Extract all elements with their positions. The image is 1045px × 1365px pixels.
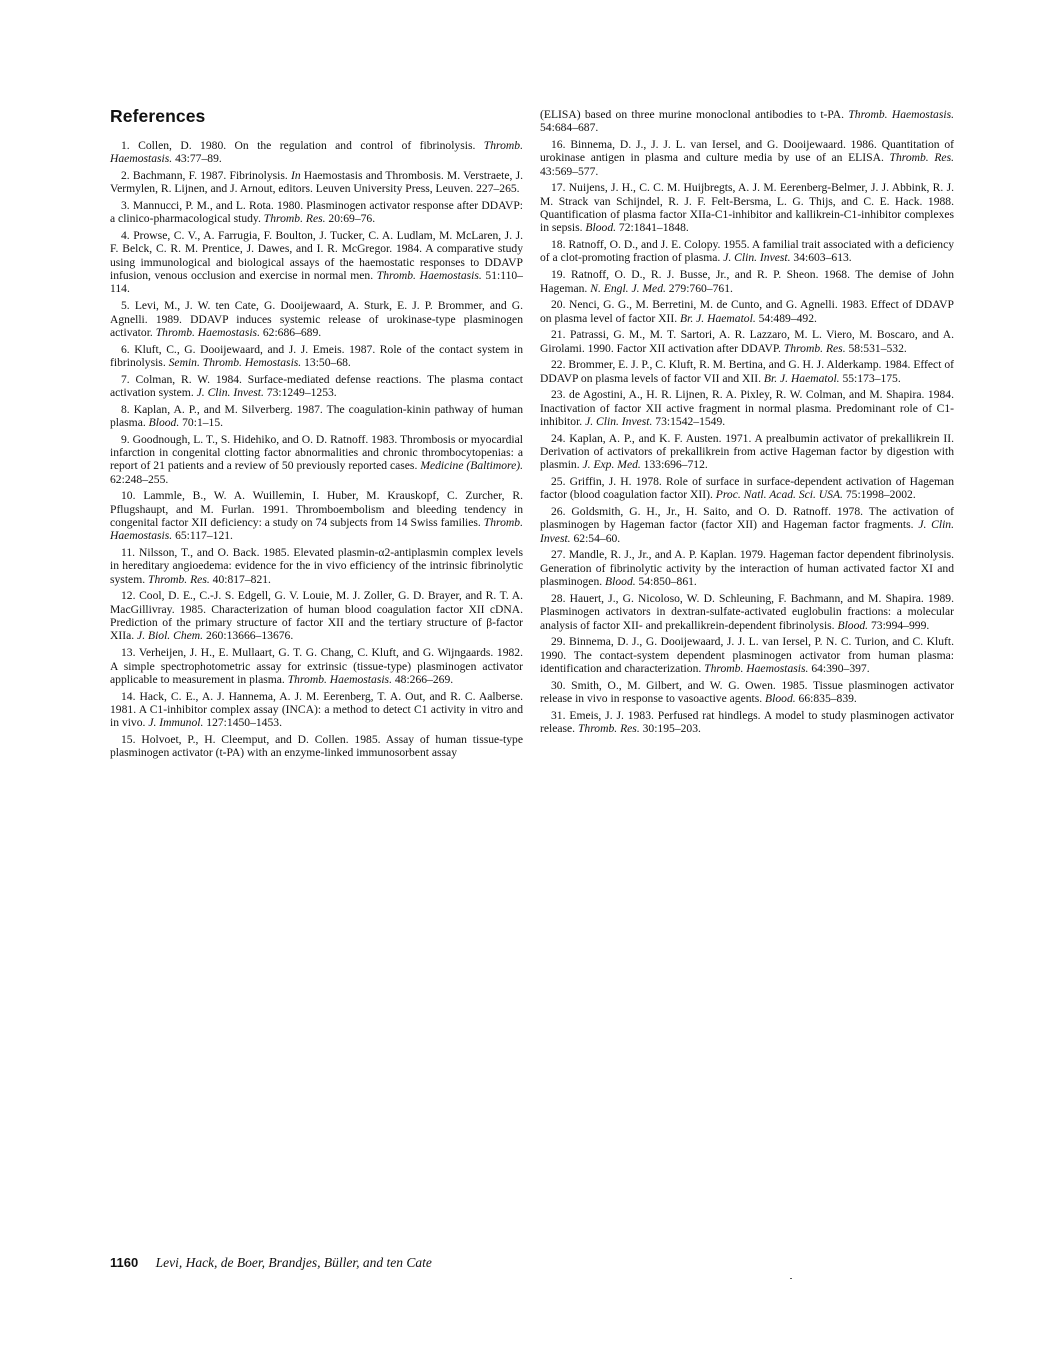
reference-item: 23. de Agostini, A., H. R. Lijnen, R. A. Pixley, R. W. Colman, and M. Shapira. 1984. Inactivation of factor XII active fragment in normal plasma. Predominant role of C1-inhibitor. J. Clin. Invest. 73:1542–1549. xyxy=(540,388,954,428)
reference-citation: 127:1450–1453. xyxy=(203,716,282,730)
reference-number: 11 xyxy=(121,546,133,560)
reference-citation: 54:850–861. xyxy=(635,575,697,589)
reference-list-left-column xyxy=(110,139,523,763)
page-number: 1160 xyxy=(110,1255,139,1270)
reference-text: Ratnoff, O. D., and J. E. Colopy. 1955. A familial trait associated with a deficiency of a clot-promoting fraction of plasma. xyxy=(540,238,955,265)
references-heading: References xyxy=(110,106,206,126)
reference-number: 28 xyxy=(551,591,563,605)
reference-citation: 48:266–269. xyxy=(391,672,454,686)
reference-citation: Haemostasis and Thrombosis. M. Verstraete, J. Vermylen, R. Lijnen, and J. Arnout, editors. Leuven University Press, Leuven. 227–265. xyxy=(110,169,523,196)
reference-item: 7. Colman, R. W. 1984. Surface-mediated defense reactions. The plasma contact activation system. J. Clin. Invest. 73:1249–1253. xyxy=(110,372,524,399)
reference-item: 30. Smith, O., M. Gilbert, and W. G. Owen. 1985. Tissue plasminogen activator release in vivo in response to vasoactive agents. Blood. 66:835–839. xyxy=(540,678,955,705)
reference-citation: 133:696–712. xyxy=(640,458,708,472)
journal-name: J. Biol. Chem. xyxy=(137,629,204,643)
reference-text: Collen, D. 1980. On the regulation and control of fibrinolysis. xyxy=(138,139,484,152)
reference-item: 15. Holvoet, P., H. Cleemput, and D. Collen. 1985. Assay of human tissue-type plasminogen activator (t-PA) with an enzyme-linked immunosorbent assay xyxy=(110,732,523,760)
reference-text: Mannucci, P. M., and L. Rota. 1980. Plasminogen activator response after DDAVP: a clinico-pharmacological study. xyxy=(110,199,524,226)
reference-text: Goldsmith, G. H., Jr., H. Saito, and O. D. Ratnoff. 1978. The activation of plasminogen by Hageman factor (factor XII) and Hageman factor fragments. xyxy=(540,505,954,532)
reference-item: 26. Goldsmith, G. H., Jr., H. Saito, and O. D. Ratnoff. 1978. The activation of plasminogen by Hageman factor (factor XII) and Hageman factor fragments. J. Clin. Invest. 62:54–60. xyxy=(540,505,954,545)
journal-name: In xyxy=(291,169,301,183)
reference-text: (ELISA) based on three murine monoclonal antibodies to t-PA. xyxy=(540,108,849,121)
journal-name: Thromb. Haemostasis. xyxy=(110,516,523,543)
running-authors: Levi, Hack, de Boer, Brandjes, Büller, and ten Cate xyxy=(155,1255,432,1270)
reference-citation: 62:686–689. xyxy=(259,325,322,339)
reference-text: Kaplan, A. P., and K. F. Austen. 1971. A prealbumin activator of prekallikrein II. Derivation of activators of prekallikrein from active Hageman factor by digestion with plasmin. xyxy=(540,431,954,472)
reference-item: 18. Ratnoff, O. D., and J. E. Colopy. 1955. A familial trait associated with a deficiency of a clot-promoting fraction of plasma. J. Clin. Invest. 34:603–613. xyxy=(540,238,955,265)
reference-citation: 70:1–15. xyxy=(179,415,224,429)
reference-number: 10 xyxy=(121,489,133,503)
page-footer xyxy=(110,1255,432,1271)
reference-citation: 30:195–203. xyxy=(639,721,701,735)
reference-number: 7 xyxy=(121,372,127,386)
journal-name: Thromb. Res. xyxy=(577,721,640,735)
reference-text: Hack, C. E., A. J. Hannema, A. J. M. Eerenberg, T. A. Out, and R. C. Aalberse. 1981. A C1-inhibitor complex assay (INCA): a method to detect C1 activity in vitro and in vivo. xyxy=(110,689,524,730)
journal-name: Thromb. Haemostasis. xyxy=(155,325,260,339)
reference-number: 31 xyxy=(551,708,563,722)
journal-name: Br. J. Haematol. xyxy=(680,311,756,325)
journal-name: N. Engl. J. Med. xyxy=(590,281,666,295)
reference-item: 20. Nenci, G. G., M. Berretini, M. de Cunto, and G. Agnelli. 1983. Effect of DDAVP on plasma level of factor XII. Br. J. Haematol. 54:489–492. xyxy=(540,298,954,325)
reference-text: Colman, R. W. 1984. Surface-mediated defense reactions. The plasma contact activation system. xyxy=(110,372,524,399)
reference-item: 5. Levi, M., J. W. ten Cate, G. Dooijewaard, A. Sturk, E. J. P. Brommer, and G. Agnelli. 1989. DDAVP induces systemic release of urokinase-type plasminogen activator. Thromb. Haemostasis. 62:686–689. xyxy=(110,299,524,339)
reference-text: Ratnoff, O. D., R. J. Busse, Jr., and R. P. Sheon. 1968. The demise of John Hageman. xyxy=(540,268,955,295)
journal-name: Thromb. Haemostasis. xyxy=(704,661,809,675)
reference-continuation xyxy=(540,108,954,135)
reference-citation: 72:1841–1848. xyxy=(616,221,689,235)
reference-number: 20 xyxy=(551,298,563,312)
reference-item: 21. Patrassi, G. M., M. T. Sartori, A. R. Lazzaro, M. L. Viero, M. Boscaro, and A. Girolami. 1990. Factor XII activation after DDAVP. Thromb. Res. 58:531–532. xyxy=(540,328,954,355)
reference-item: 13. Verheijen, J. H., E. Mullaart, G. T. G. Chang, C. Kluft, and G. Wijngaards. 1982. A simple spectrophotometric assay for extrinsic (tissue-type) plasminogen activator applicable to measurement in plasma. Thromb. Haemostasis. 48:266–269. xyxy=(110,646,523,686)
journal-name: J. Clin. Invest. xyxy=(540,518,954,545)
reference-citation: 55:173–175. xyxy=(839,371,901,385)
journal-name: Semin. Thromb. Hemostasis. xyxy=(168,355,302,369)
journal-name: Thromb. Res. xyxy=(783,341,846,355)
reference-text: Hauert, J., G. Nicoloso, W. D. Schleuning, F. Bachmann, and M. Shapira. 1989. Plasminogen activators in dextran-sulfate-activated euglobulin fractions: a molecular analysis of factor XII- and prekallikrein-dependent fibrinolysis. xyxy=(540,591,955,632)
reference-item: 19. Ratnoff, O. D., R. J. Busse, Jr., and R. P. Sheon. 1968. The demise of John Hageman. N. Engl. J. Med. 279:760–761. xyxy=(540,268,955,295)
reference-number: 6 xyxy=(121,342,127,356)
reference-number: 21 xyxy=(551,328,563,342)
journal-name: J. Exp. Med. xyxy=(582,458,641,472)
reference-text: Patrassi, G. M., M. T. Sartori, A. R. Lazzaro, M. L. Viero, M. Boscaro, and A. Girolami. 1990. Factor XII activation after DDAVP. xyxy=(540,328,954,355)
reference-citation: 64:390–397. xyxy=(808,661,870,675)
reference-item: 3. Mannucci, P. M., and L. Rota. 1980. Plasminogen activator response after DDAVP: a clinico-pharmacological study. Thromb. Res. 20:69–76. xyxy=(110,199,524,226)
reference-text: Binnema, D. J., J. J. L. van Iersel, and G. Dooijewaard. 1986. Quantitation of urokinase antigen in plasma and culture media by use of an ELISA. xyxy=(540,138,955,165)
reference-number: 23 xyxy=(551,388,563,402)
journal-name: J. Clin. Invest. xyxy=(723,251,791,265)
reference-text: Kaplan, A. P., and M. Silverberg. 1987. The coagulation-kinin pathway of human plasma. xyxy=(110,402,523,429)
reference-citation: 73:1249–1253. xyxy=(263,385,337,399)
reference-item: 9. Goodnough, L. T., S. Hidehiko, and O. D. Ratnoff. 1983. Thrombosis or myocardial infarction in congenital clotting factor abnormalities and chronic thrombocytopenias: a report of 21 patients and a review of 50 previously reported cases. Medicine (Baltimore). 62:248–255. xyxy=(110,432,523,486)
reference-item: 4. Prowse, C. V., A. Farrugia, F. Boulton, J. Tucker, C. A. Ludlam, M. McLaren, J. J. F. Belck, C. R. M. Prentice, J. Dawes, and I. R. McGregor. 1984. A comparative study using immunological and biological assays of the haemostatic responses to DDAVP infusion, venous occlusion and exercise in normal men. Thromb. Haemostasis. 51:110–114. xyxy=(110,229,524,296)
reference-text: Nuijens, J. H., C. C. M. Huijbregts, A. J. M. Eerenberg-Belmer, J. J. Abbink, R. J. M. Strack van Schijndel, R. J. F. Felt-Bersma, L. G. Thijs, and C. E. Hack. 1988. Quantification of plasma factor XIIa-C1-inhibitor and kallikrein-C1-inhibitor complexes in sepsis. xyxy=(540,181,955,235)
reference-list-right xyxy=(540,138,954,735)
reference-item: 12. Cool, D. E., C.-J. S. Edgell, G. V. Louie, M. J. Zoller, G. D. Brayer, and R. T. A. MacGillivray. 1985. Characterization of human blood coagulation factor XII cDNA. Prediction of the primary structure of factor XII and the tertiary structure of β-factor XIIa. J. Biol. Chem. 260:13666–13676. xyxy=(110,589,523,643)
reference-citation: 73:994–999. xyxy=(868,618,930,632)
reference-item: 31. Emeis, J. J. 1983. Perfused rat hindlegs. A model to study plasminogen activator release. Thromb. Res. 30:195–203. xyxy=(540,708,955,735)
reference-citation: 54:684–687. xyxy=(540,121,599,135)
reference-item: 2. Bachmann, F. 1987. Fibrinolysis. In Haemostasis and Thrombosis. M. Verstraete, J. Vermylen, R. Lijnen, and J. Arnout, editors. Leuven University Press, Leuven. 227–265. xyxy=(110,169,523,196)
journal-name: Br. J. Haematol. xyxy=(763,371,840,385)
reference-number: 25 xyxy=(551,475,563,489)
reference-citation: 73:1542–1549. xyxy=(652,414,726,428)
reference-number: 12 xyxy=(121,589,133,603)
reference-text: Holvoet, P., H. Cleemput, and D. Collen. 1985. Assay of human tissue-type plasminogen activator (t-PA) with an enzyme-linked immunosorbent assay xyxy=(110,732,523,760)
reference-number: 1 xyxy=(121,139,127,152)
journal-name: Thromb. Res. xyxy=(889,151,954,165)
reference-number: 18 xyxy=(551,238,563,252)
reference-citation: 62:248–255. xyxy=(110,472,169,486)
reference-item: 22. Brommer, E. J. P., C. Kluft, R. M. Bertina, and G. H. J. Alderkamp. 1984. Effect of DDAVP on plasma levels of factor VII and XII. Br. J. Haematol. 55:173–175. xyxy=(540,358,954,385)
reference-text: Verheijen, J. H., E. Mullaart, G. T. G. Chang, C. Kluft, and G. Wijngaards. 1982. A simple spectrophotometric assay for extrinsic (tissue-type) plasminogen activator applicable to measurement in plasma. xyxy=(110,646,523,686)
journal-name: Medicine (Baltimore). xyxy=(420,459,523,473)
reference-number: 13 xyxy=(121,646,133,660)
reference-item: 10. Lammle, B., W. A. Wuillemin, I. Huber, M. Krauskopf, C. Zurcher, R. Pflugshaupt, and M. Furlan. 1991. Thromboembolism and bleeding tendency in congenital factor XII deficiency: a study on 74 subjects from 14 Swiss families. Thromb. Haemostasis. 65:117–121. xyxy=(110,489,523,543)
reference-text: Brommer, E. J. P., C. Kluft, R. M. Bertina, and G. H. J. Alderkamp. 1984. Effect of DDAVP on plasma levels of factor VII and XII. xyxy=(540,358,954,385)
reference-text: Bachmann, F. 1987. Fibrinolysis. xyxy=(132,169,292,183)
reference-text: Mandle, R. J., Jr., and A. P. Kaplan. 1979. Hageman factor dependent fibrinolysis. Generation of fibrinolytic activity by the interaction of human activated factor XI and plasminogen. xyxy=(540,548,955,589)
reference-number: 4 xyxy=(121,229,127,243)
journal-name: J. Immunol. xyxy=(148,716,204,730)
reference-number: 3 xyxy=(121,199,127,213)
reference-citation: 66:835–839. xyxy=(795,691,857,705)
reference-citation: 75:1998–2002. xyxy=(842,488,916,502)
reference-item: 1. Collen, D. 1980. On the regulation and control of fibrinolysis. Thromb. Haemostasis. 43:77–89. xyxy=(110,139,523,166)
reference-citation: 65:117–121. xyxy=(172,529,233,543)
print-mark xyxy=(790,1278,792,1279)
reference-number: 9 xyxy=(121,432,127,446)
reference-number: 29 xyxy=(551,635,563,649)
reference-number: 2 xyxy=(121,169,127,183)
reference-number: 15 xyxy=(121,732,133,746)
journal-name: Thromb. Res. xyxy=(263,212,326,226)
reference-citation: 54:489–492. xyxy=(755,311,817,325)
reference-citation: 43:77–89. xyxy=(172,152,222,166)
reference-citation: 51:110–114. xyxy=(110,269,523,296)
reference-text: Kluft, C., G. Dooijewaard, and J. J. Emeis. 1987. Role of the contact system in fibrinolysis. xyxy=(110,342,524,369)
reference-number: 22 xyxy=(551,358,563,372)
reference-citation: 62:54–60. xyxy=(570,531,621,545)
reference-item: 25. Griffin, J. H. 1978. Role of surface in surface-dependent activation of Hageman factor (blood coagulation factor XII). Proc. Natl. Acad. Sci. USA. 75:1998–2002. xyxy=(540,475,955,502)
reference-citation: 34:603–613. xyxy=(790,251,852,265)
reference-item: 29. Binnema, D. J., G. Dooijewaard, J. J. L. van Iersel, P. N. C. Turion, and C. Kluft. 1990. The contact-system dependent plasminogen activator from human plasma: identification and characterization. Thromb. Haemostasis. 64:390–397. xyxy=(540,635,955,675)
reference-item: 17. Nuijens, J. H., C. C. M. Huijbregts, A. J. M. Eerenberg-Belmer, J. J. Abbink, R. J. M. Strack van Schijndel, R. J. F. Felt-Bersma, L. G. Thijs, and C. E. Hack. 1988. Quantification of plasma factor XIIa-C1-inhibitor and kallikrein-C1-inhibitor complexes in sepsis. Blood. 72:1841–1848. xyxy=(540,181,955,235)
journal-name: Thromb. Haemostasis. xyxy=(287,672,392,686)
journal-name: Blood. xyxy=(837,618,869,632)
reference-number: 26 xyxy=(551,505,563,519)
journal-name: J. Clin. Invest. xyxy=(196,385,264,399)
reference-number: 19 xyxy=(551,268,563,282)
journal-name: Thromb. Haemostasis. xyxy=(848,108,954,121)
reference-citation: 40:817–821. xyxy=(209,572,271,586)
reference-text: Binnema, D. J., G. Dooijewaard, J. J. L. van Iersel, P. N. C. Turion, and C. Kluft. 1990. The contact-system dependent plasminogen activator from human plasma: identification and characterization. xyxy=(540,635,955,675)
journal-name: Blood. xyxy=(765,691,796,705)
journal-name: Thromb. Haemostasis. xyxy=(110,139,523,166)
journal-name: Blood. xyxy=(148,415,180,429)
reference-number: 8 xyxy=(121,402,127,416)
reference-citation: 20:69–76. xyxy=(325,212,376,226)
reference-text: Prowse, C. V., A. Farrugia, F. Boulton, J. Tucker, C. A. Ludlam, M. McLaren, J. J. F. Belck, C. R. M. Prentice, J. Dawes, and I. R. McGregor. 1984. A comparative study using immunological and biological assays of the haemostatic responses to DDAVP infusion, venous occlusion and exercise in normal men. xyxy=(110,229,524,283)
reference-item: 6. Kluft, C., G. Dooijewaard, and J. J. Emeis. 1987. Role of the contact system in fibrinolysis. Semin. Thromb. Hemostasis. 13:50–68. xyxy=(110,342,524,369)
reference-item: 24. Kaplan, A. P., and K. F. Austen. 1971. A prealbumin activator of prekallikrein II. Derivation of activators of prekallikrein from active Hageman factor by digestion with plasmin. J. Exp. Med. 133:696–712. xyxy=(540,431,954,472)
reference-item: 8. Kaplan, A. P., and M. Silverberg. 1987. The coagulation-kinin pathway of human plasma. Blood. 70:1–15. xyxy=(110,402,523,429)
reference-number: 16 xyxy=(551,138,563,152)
reference-text: Nenci, G. G., M. Berretini, M. de Cunto, and G. Agnelli. 1983. Effect of DDAVP on plasma level of factor XII. xyxy=(540,298,954,325)
reference-number: 24 xyxy=(551,431,563,445)
reference-text: Nilsson, T., and O. Back. 1985. Elevated plasmin-α2-antiplasmin complex levels in hereditary angioedema: evidence for the in vivo efficiency of the intrinsic fibrinolytic system. xyxy=(110,546,524,586)
reference-text: Smith, O., M. Gilbert, and W. G. Owen. 1985. Tissue plasminogen activator release in vivo in response to vasoactive agents. xyxy=(540,678,955,705)
reference-text: Cool, D. E., C.-J. S. Edgell, G. V. Louie, M. J. Zoller, G. D. Brayer, and R. T. A. MacGillivray. 1985. Characterization of human blood coagulation factor XII cDNA. Prediction of the primary structure of factor XII and the tertiary structure of β-factor XIIa. xyxy=(110,589,523,643)
reference-citation: 58:531–532. xyxy=(845,341,907,355)
reference-number: 5 xyxy=(121,299,127,313)
reference-text: Goodnough, L. T., S. Hidehiko, and O. D. Ratnoff. 1983. Thrombosis or myocardial infarction in congenital clotting factor abnormalities and chronic thrombocytopenias: a report of 21 patients and a review of 50 previously reported cases. xyxy=(110,432,523,473)
reference-number: 14 xyxy=(121,689,133,703)
reference-citation: 43:569–577. xyxy=(540,164,599,178)
reference-item: 16. Binnema, D. J., J. J. L. van Iersel, and G. Dooijewaard. 1986. Quantitation of urokinase antigen in plasma and culture media by use of an ELISA. Thromb. Res. 43:569–577. xyxy=(540,138,955,178)
journal-name: Thromb. Res. xyxy=(148,572,210,586)
reference-item: 11. Nilsson, T., and O. Back. 1985. Elevated plasmin-α2-antiplasmin complex levels in hereditary angioedema: evidence for the in vivo efficiency of the intrinsic fibrinolytic system. Thromb. Res. 40:817–821. xyxy=(110,546,524,586)
reference-item: 27. Mandle, R. J., Jr., and A. P. Kaplan. 1979. Hageman factor dependent fibrinolysis. Generation of fibrinolytic activity by the interaction of human activated factor XI and plasminogen. Blood. 54:850–861. xyxy=(540,548,955,589)
journal-name: Proc. Natl. Acad. Sci. USA. xyxy=(715,488,843,502)
reference-text: Griffin, J. H. 1978. Role of surface in surface-dependent activation of Hageman factor (blood coagulation factor XII). xyxy=(540,475,955,502)
reference-citation: 260:13666–13676. xyxy=(203,629,294,643)
reference-text: de Agostini, A., H. R. Lijnen, R. A. Pixley, R. W. Colman, and M. Shapira. 1984. Inactivation of factor XII active fragment in normal plasma. Predominant role of C1-inhibitor. xyxy=(540,388,954,428)
reference-list-right-column xyxy=(540,108,954,739)
reference-number: 27 xyxy=(551,548,563,562)
reference-text: Emeis, J. J. 1983. Perfused rat hindlegs. A model to study plasminogen activator release. xyxy=(540,708,955,735)
reference-item: 14. Hack, C. E., A. J. Hannema, A. J. M. Eerenberg, T. A. Out, and R. C. Aalberse. 1981. A C1-inhibitor complex assay (INCA): a method to detect C1 activity in vitro and in vivo. J. Immunol. 127:1450–1453. xyxy=(110,689,524,730)
reference-number: 30 xyxy=(551,678,563,692)
journal-name: J. Clin. Invest. xyxy=(585,414,653,428)
reference-text: Levi, M., J. W. ten Cate, G. Dooijewaard, A. Sturk, E. J. P. Brommer, and G. Agnelli. 1989. DDAVP induces systemic release of urokinase-type plasminogen activator. xyxy=(110,299,524,339)
journal-name: Blood. xyxy=(585,221,617,235)
reference-citation: 279:760–761. xyxy=(665,281,733,295)
reference-item: 28. Hauert, J., G. Nicoloso, W. D. Schleuning, F. Bachmann, and M. Shapira. 1989. Plasminogen activators in dextran-sulfate-activated euglobulin fractions: a molecular analysis of factor XII- and prekallikrein-dependent fibrinolysis. Blood. 73:994–999. xyxy=(540,591,955,632)
journal-name: Blood. xyxy=(605,575,636,589)
reference-text: Lammle, B., W. A. Wuillemin, I. Huber, M. Krauskopf, C. Zurcher, R. Pflugshaupt, and M. Furlan. 1991. Thromboembolism and bleeding tendency in congenital factor XII deficiency: a study on 74 subjects from 14 Swiss families. xyxy=(110,489,523,530)
reference-number: 17 xyxy=(551,181,563,195)
reference-citation: 13:50–68. xyxy=(301,355,351,369)
journal-name: Thromb. Haemostasis. xyxy=(376,269,482,283)
